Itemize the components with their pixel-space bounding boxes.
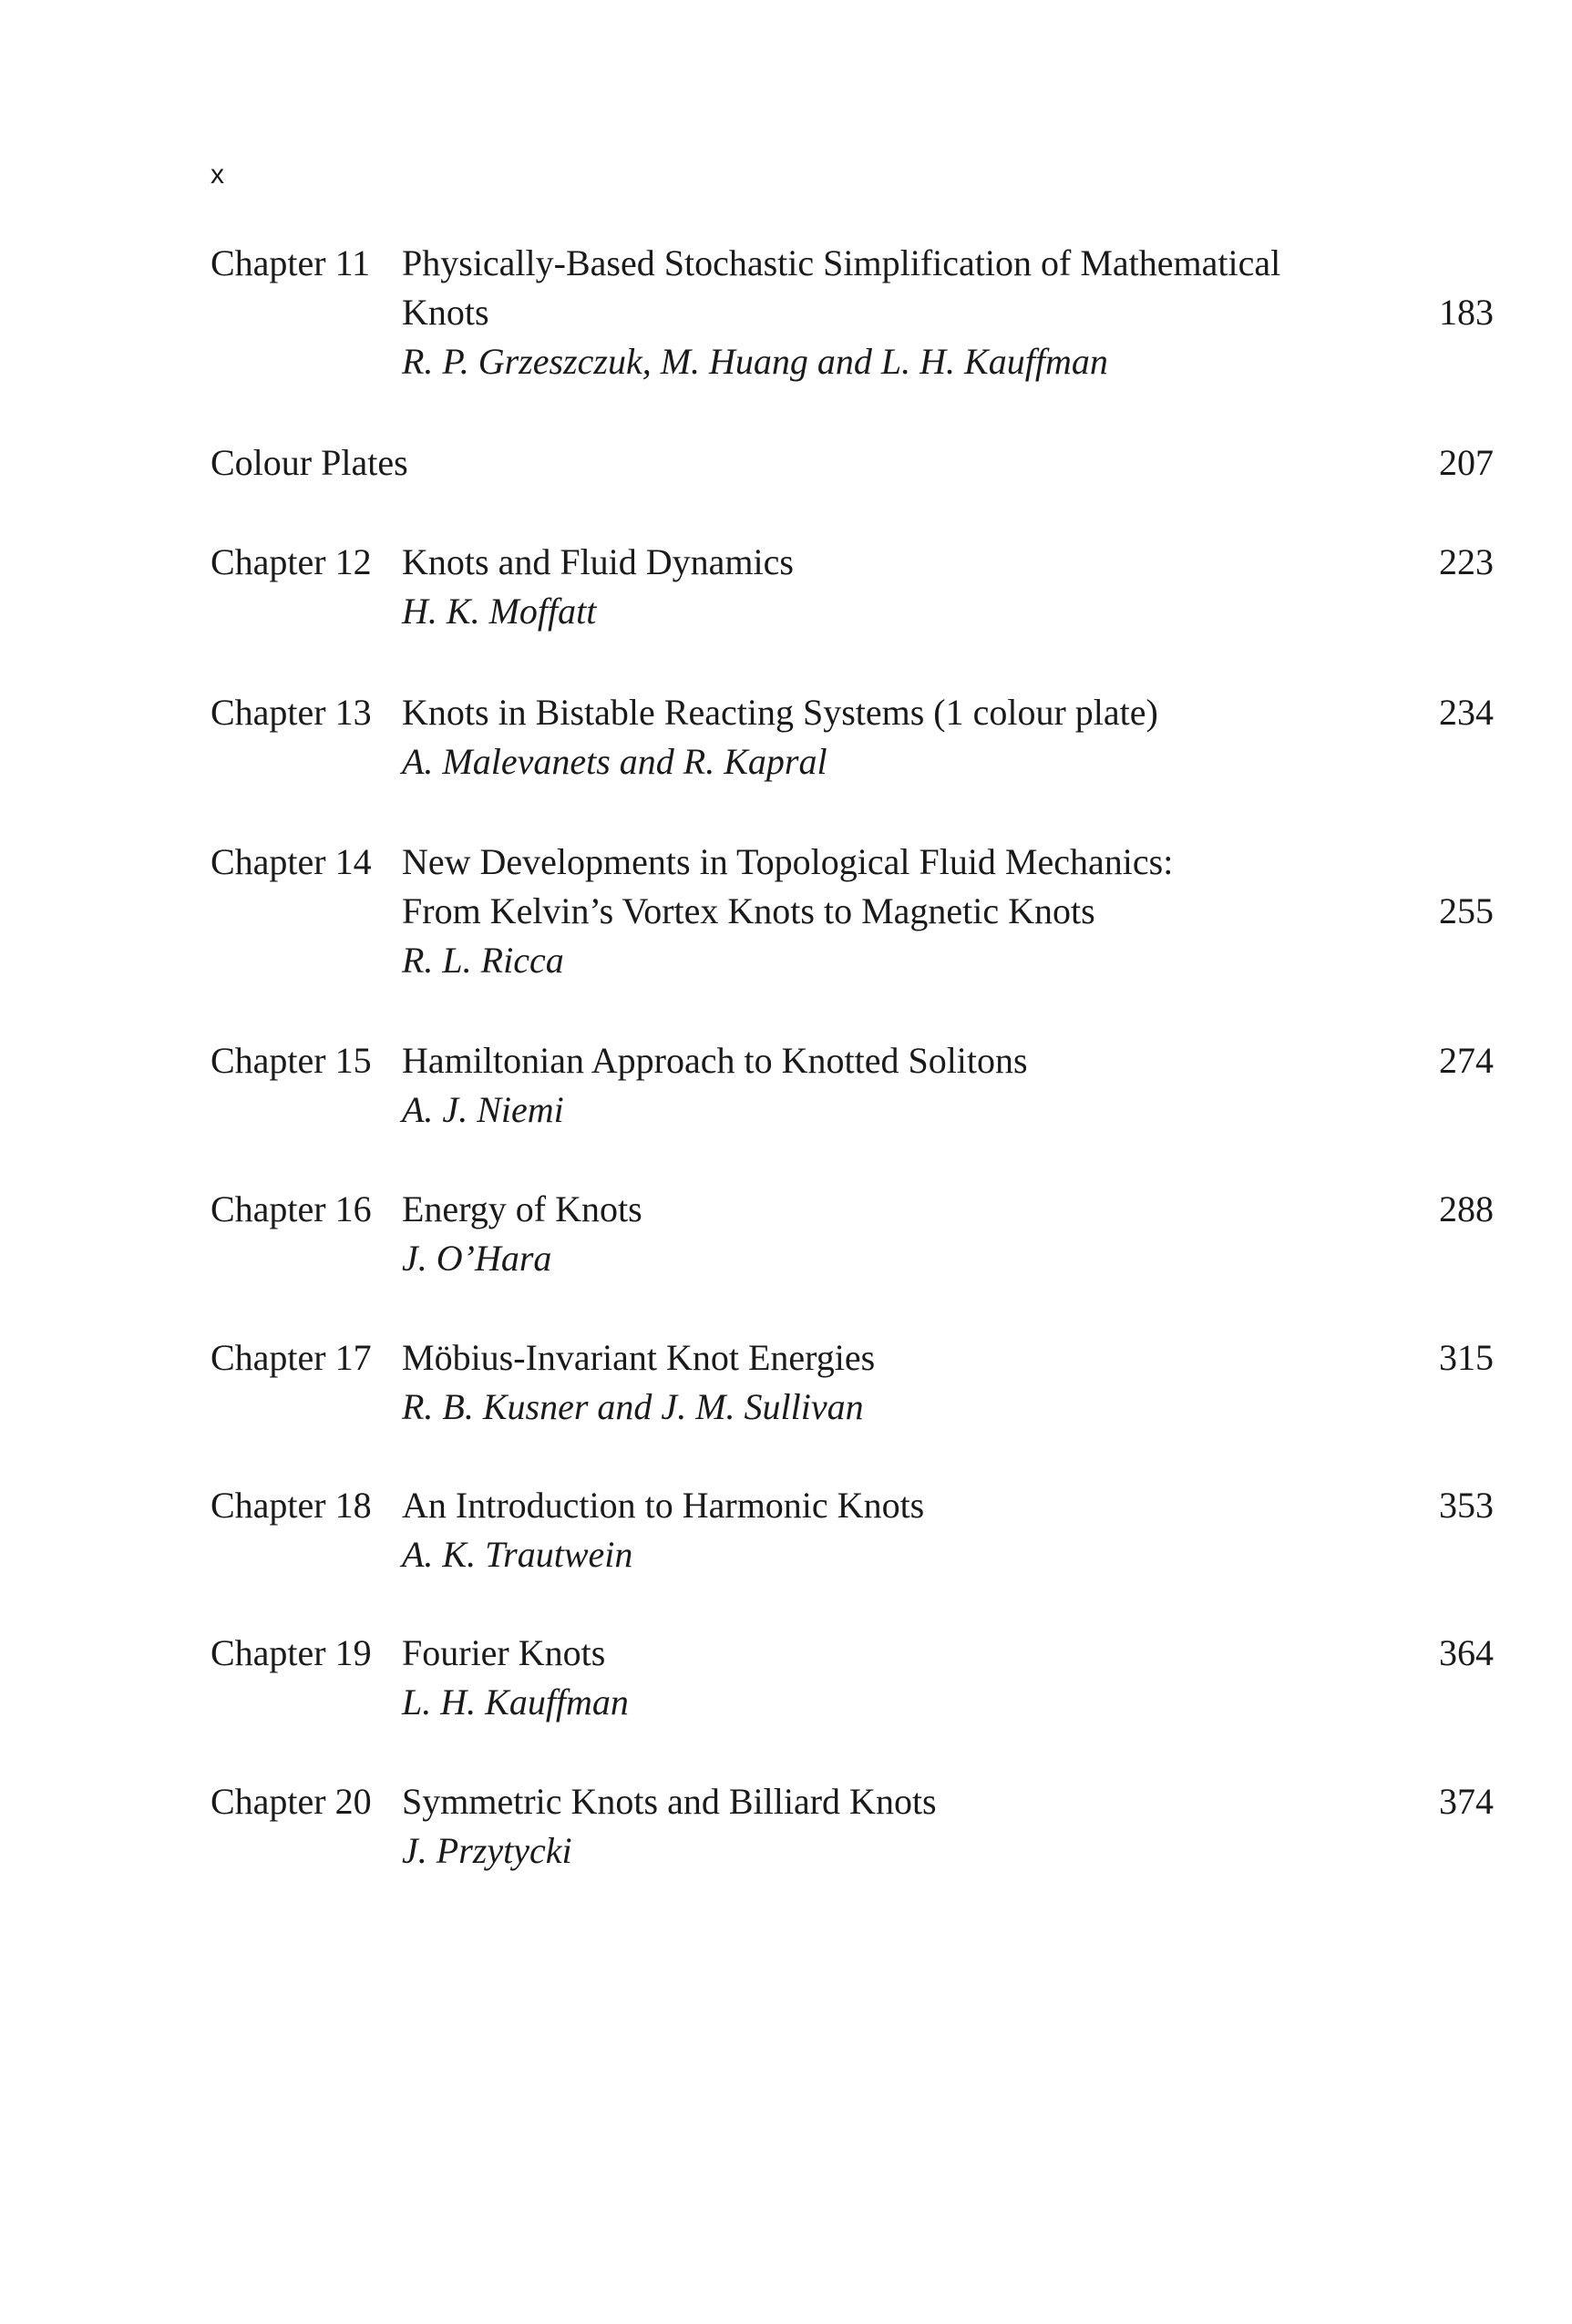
chapter-label: Chapter 14	[211, 841, 372, 882]
chapter-label: Chapter 13	[211, 692, 372, 733]
chapter-authors: R. B. Kusner and J. M. Sullivan	[402, 1386, 864, 1427]
chapter-label: Chapter 19	[211, 1632, 372, 1673]
chapter-title-line: From Kelvin’s Vortex Knots to Magnetic Knots	[402, 890, 1095, 931]
chapter-title-line: Hamiltonian Approach to Knotted Solitons	[402, 1040, 1028, 1081]
page-number-ref: 288	[1439, 1188, 1494, 1229]
page-number-ref: 223	[1439, 541, 1494, 582]
chapter-authors: J. Przytycki	[402, 1830, 572, 1871]
chapter-authors: R. P. Grzeszczuk, M. Huang and L. H. Kauffman	[402, 341, 1108, 382]
page-number-ref: 315	[1439, 1337, 1494, 1378]
chapter-authors: A. K. Trautwein	[402, 1534, 633, 1575]
chapter-title-line: Physically-Based Stochastic Simplification of Mathematical	[402, 242, 1281, 283]
chapter-authors: A. Malevanets and R. Kapral	[402, 741, 827, 782]
section-label: Colour Plates	[211, 442, 408, 483]
chapter-title-line: Knots and Fluid Dynamics	[402, 541, 794, 582]
chapter-label: Chapter 11	[211, 242, 371, 283]
chapter-title-line: Knots	[402, 292, 489, 333]
chapter-authors: J. O’Hara	[402, 1238, 552, 1279]
chapter-authors: A. J. Niemi	[402, 1089, 564, 1130]
page-number-ref: 374	[1439, 1781, 1494, 1822]
page-number-ref: 234	[1439, 692, 1494, 733]
page-number-ref: 274	[1439, 1040, 1494, 1081]
chapter-label: Chapter 16	[211, 1188, 372, 1229]
chapter-title-line: An Introduction to Harmonic Knots	[402, 1485, 925, 1526]
chapter-title-line: Fourier Knots	[402, 1632, 606, 1673]
page-number-ref: 353	[1439, 1485, 1494, 1526]
chapter-authors: H. K. Moffatt	[402, 591, 597, 632]
chapter-label: Chapter 17	[211, 1337, 372, 1378]
chapter-authors: R. L. Ricca	[402, 940, 564, 981]
chapter-label: Chapter 20	[211, 1781, 372, 1822]
chapter-label: Chapter 12	[211, 541, 372, 582]
chapter-title-line: New Developments in Topological Fluid Mechanics:	[402, 841, 1174, 882]
chapter-label: Chapter 15	[211, 1040, 372, 1081]
chapter-title-line: Energy of Knots	[402, 1188, 642, 1229]
page-number: x	[211, 159, 224, 190]
page-number-ref: 207	[1439, 442, 1494, 483]
chapter-title-line: Symmetric Knots and Billiard Knots	[402, 1781, 937, 1822]
chapter-title-line: Knots in Bistable Reacting Systems (1 colour plate)	[402, 692, 1158, 733]
chapter-authors: L. H. Kauffman	[402, 1681, 629, 1722]
page-number-ref: 364	[1439, 1632, 1494, 1673]
chapter-label: Chapter 18	[211, 1485, 372, 1526]
page-number-ref: 183	[1439, 292, 1494, 333]
chapter-title-line: Möbius-Invariant Knot Energies	[402, 1337, 876, 1378]
page-number-ref: 255	[1439, 890, 1494, 931]
